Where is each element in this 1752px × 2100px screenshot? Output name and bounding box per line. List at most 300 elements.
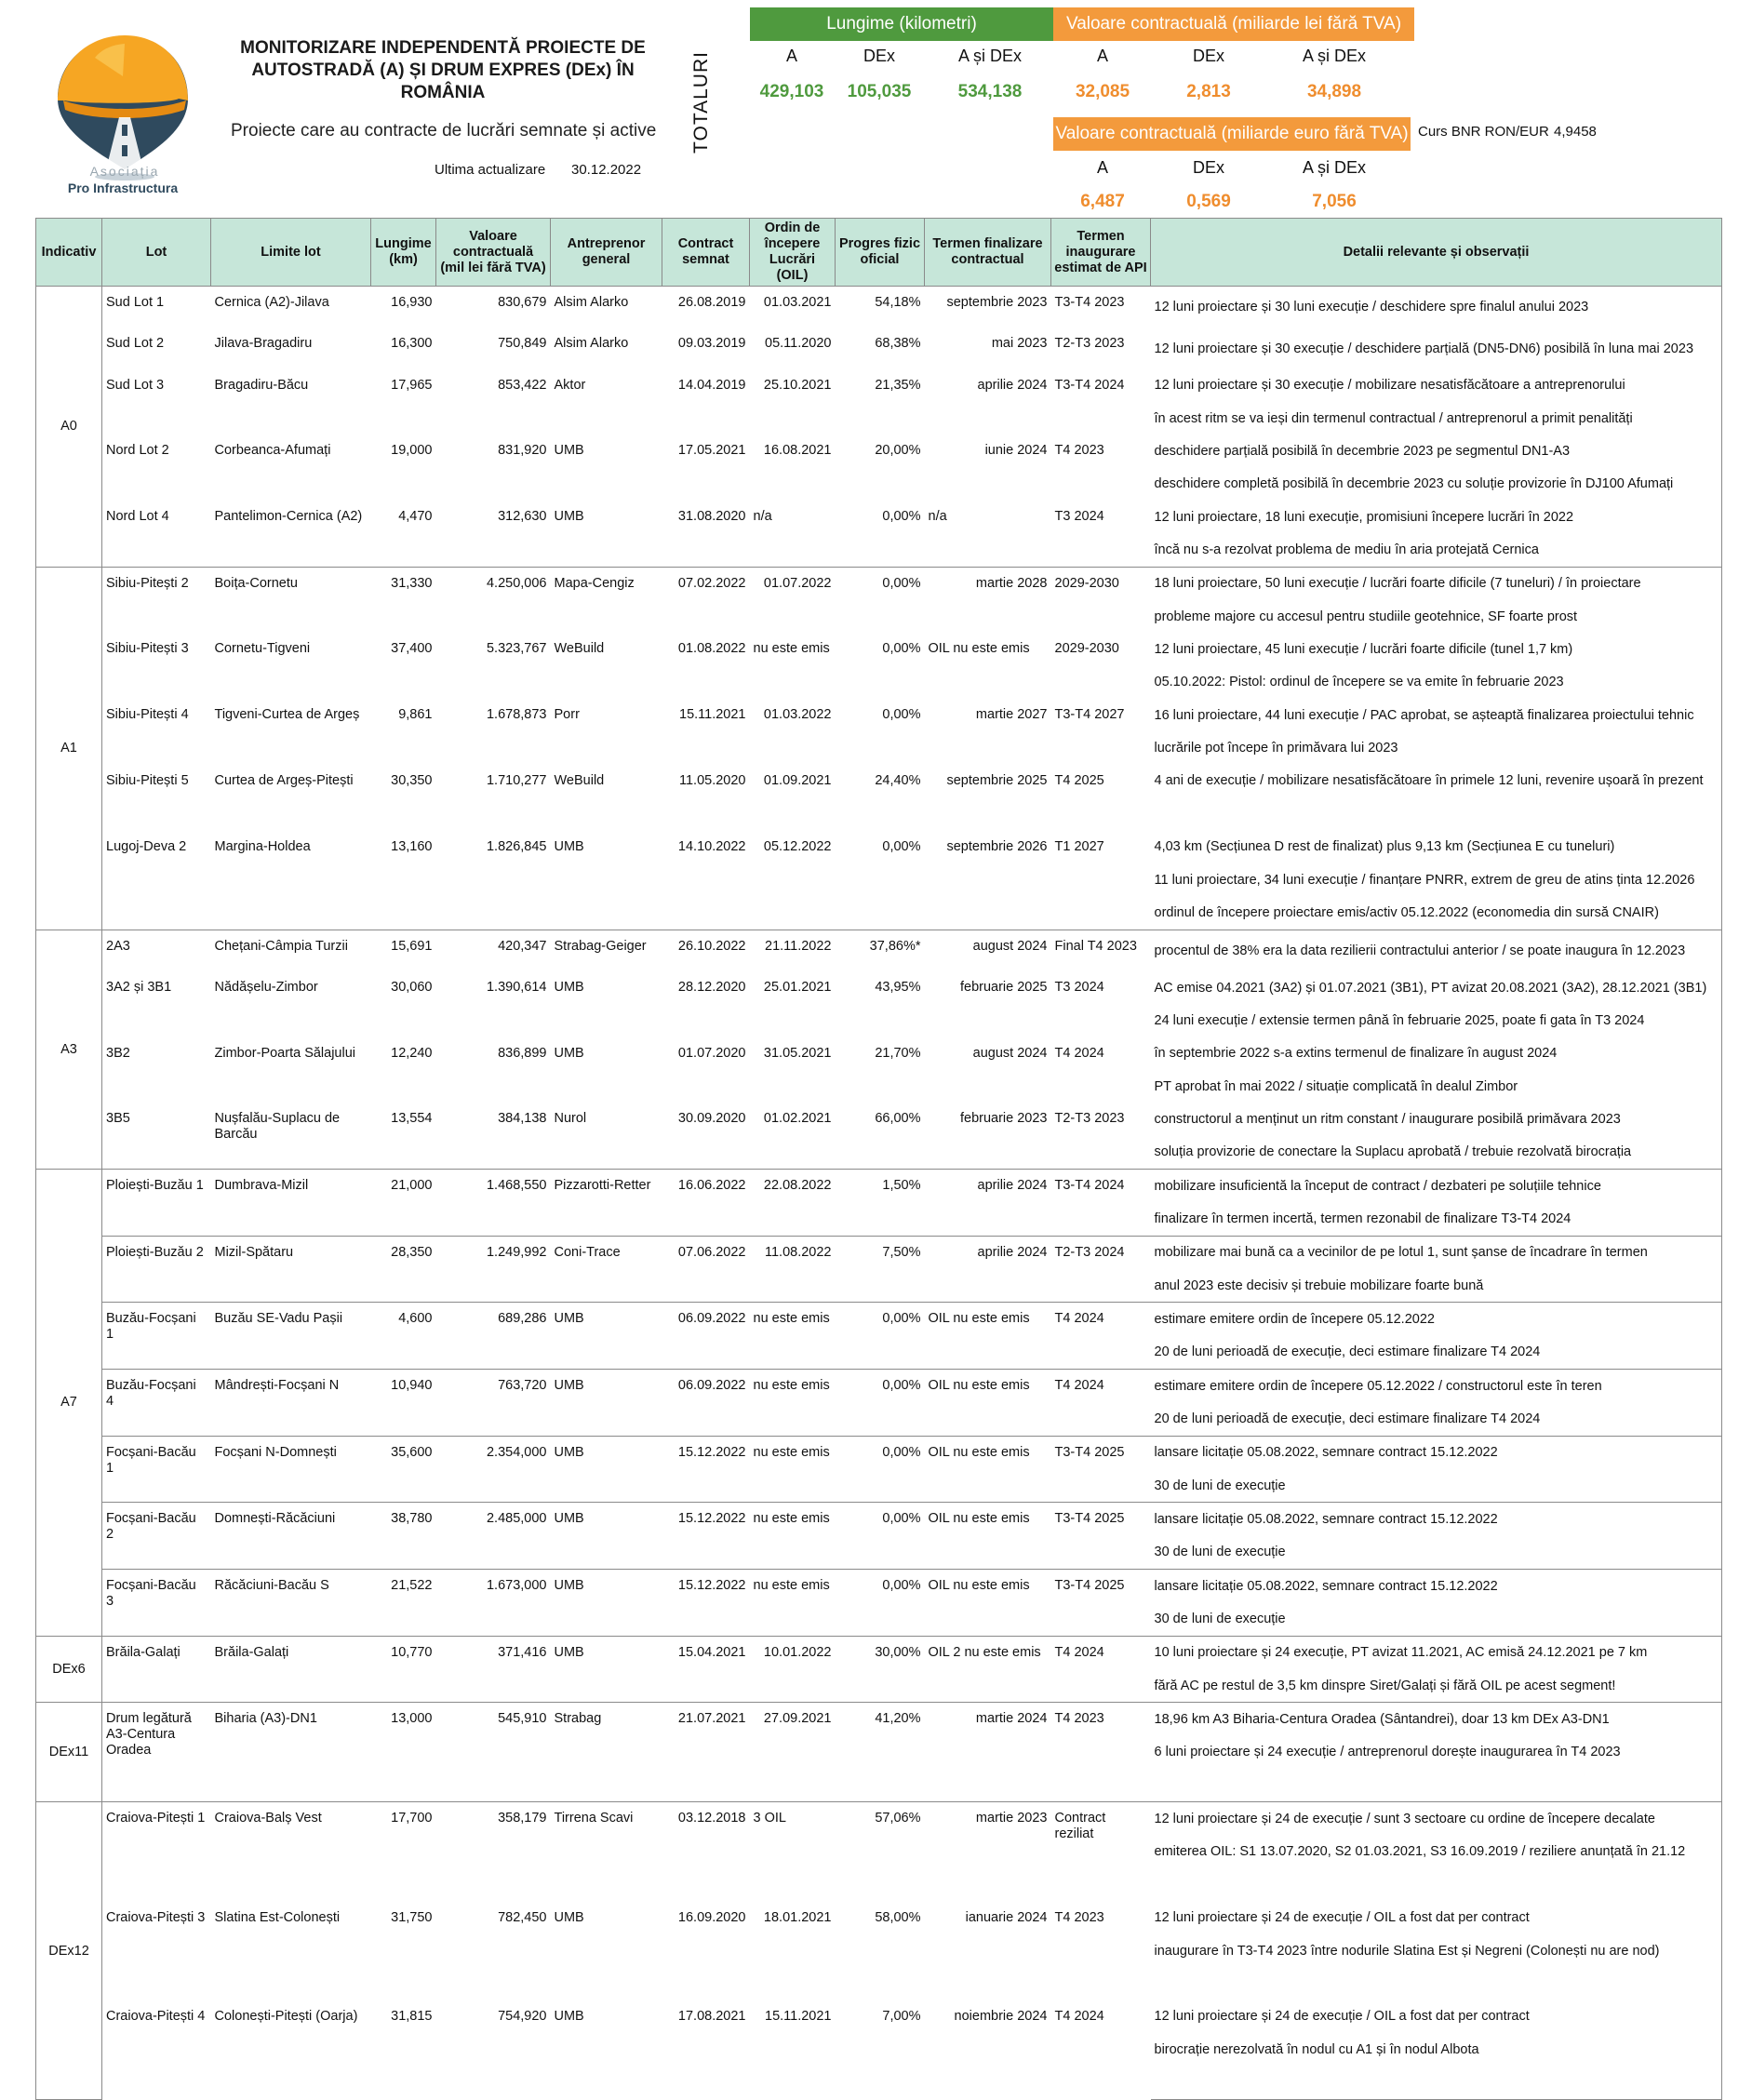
antreprenor-cell: Mapa-Cengiz — [551, 567, 662, 633]
detalii-cell: 12 luni proiectare și 30 luni execuție / deschidere spre finalul anului 2023 — [1151, 287, 1722, 328]
page-title — [220, 37, 666, 104]
detalii-cell: 12 luni proiectare și 24 de execuție / OIL a fost dat per contract — [1151, 1902, 1722, 1934]
inaugurare-cell: T3 2024 — [1054, 979, 1104, 995]
lot-cell: Nord Lot 4 — [106, 509, 169, 525]
length-a-value: 429,103 — [759, 82, 824, 101]
indicativ-cell: A7 — [36, 1169, 102, 1636]
antreprenor-cell: UMB — [554, 838, 584, 854]
col-contract: Contract semnat — [662, 219, 750, 287]
table-row — [36, 1703, 1722, 1736]
progres-cell: 0,00% — [882, 838, 921, 854]
col-inaugurare: Termen inaugurare estimat de API — [1051, 219, 1151, 287]
table-body — [36, 287, 1722, 2100]
valoare-cell: 312,630 — [498, 509, 547, 525]
lungime-cell: 13,160 — [391, 838, 433, 854]
ordin-cell: 31.05.2021 — [763, 1045, 832, 1061]
valoare-cell: 1.673,000 — [436, 1570, 551, 1637]
title-line-1: MONITORIZARE INDEPENDENTĂ PROIECTE DE — [240, 38, 646, 58]
antreprenor-cell: UMB — [551, 1636, 662, 1703]
progres-cell: 30,00% — [836, 1636, 925, 1703]
detalii-cell: 05.10.2022: Pistol: ordinul de începere se va emite în februarie 2023 — [1151, 666, 1722, 699]
lungime-cell: 21,000 — [371, 1169, 436, 1236]
inaugurare-cell: T4 2024 — [1051, 1303, 1151, 1370]
termen-cell: august 2024 — [925, 930, 1051, 971]
progres-cell: 21,70% — [875, 1045, 921, 1061]
detalii-cell: birocrație nerezolvată în nodul cu A1 și în nodul Albota — [1151, 2033, 1722, 2066]
detalii-cell: 12 luni proiectare și 24 de execuție / sunt 3 sectoare cu ordine de începere decalate — [1151, 1802, 1722, 1836]
detalii-cell: anul 2023 este decisiv și trebuie mobilizare foarte bună — [1151, 1269, 1722, 1303]
progres-cell: 0,00% — [836, 567, 925, 633]
ordin-cell: 3 OIL — [750, 1802, 836, 1902]
detalii-cell: lucrările pot începe în primăvara lui 2023 — [1151, 731, 1722, 764]
termen-cell: martie 2024 — [925, 1703, 1051, 1802]
detalii-cell — [1151, 797, 1722, 830]
detalii-cell: 12 luni proiectare și 30 execuție / mobilizare nesatisfăcătoare a antreprenorului — [1151, 369, 1722, 402]
col-valoare: Valoare contractuală (mil lei fără TVA) — [436, 219, 551, 287]
contract-cell: 03.12.2018 — [662, 1802, 750, 1902]
lungime-cell: 17,700 — [371, 1802, 436, 1902]
contract-cell: 15.12.2022 — [662, 1503, 750, 1570]
ordin-cell: 15.11.2021 — [765, 2008, 832, 2024]
detalii-cell — [1151, 1868, 1722, 1901]
progres-cell: 66,00% — [875, 1111, 921, 1127]
detalii-cell: 18,96 km A3 Biharia-Centura Oradea (Sântandrei), doar 13 km DEx A3-DN1 — [1151, 1703, 1722, 1736]
progres-cell: 0,00% — [882, 707, 921, 723]
limite-cell: Focșani N-Domnești — [211, 1436, 371, 1503]
antreprenor-cell: Strabag — [551, 1703, 662, 1802]
valoare-cell: 2.354,000 — [436, 1436, 551, 1503]
lungime-cell: 30,350 — [391, 772, 433, 788]
inaugurare-cell: T4 2023 — [1051, 1703, 1151, 1802]
detalii-cell: 12 luni proiectare, 45 luni execuție / lucrări foarte dificile (tunel 1,7 km) — [1151, 633, 1722, 665]
contract-cell: 21.07.2021 — [662, 1703, 750, 1802]
table-row — [36, 369, 1722, 402]
limite-cell: Slatina Est-Colonești — [214, 1909, 341, 1925]
detalii-cell: probleme majore cu accesul pentru studiile geotehnice, SF foarte prost — [1151, 600, 1722, 633]
length-dex-label: DEx — [863, 47, 895, 65]
termen-cell: OIL nu este emis — [925, 1370, 1051, 1437]
limite-cell: Dumbrava-Mizil — [211, 1169, 371, 1236]
detalii-cell: estimare emitere ordin de începere 05.12.2022 — [1151, 1303, 1722, 1336]
valoare-cell: 763,720 — [436, 1370, 551, 1437]
association-logo — [39, 20, 207, 197]
limite-cell: Cernica (A2)-Jilava — [211, 287, 371, 328]
exchange-rate-label: Curs BNR RON/EUR — [1418, 124, 1549, 140]
termen-cell: iunie 2024 — [984, 443, 1048, 459]
contract-cell: 07.02.2022 — [662, 567, 750, 633]
progres-cell: 7,00% — [882, 2008, 921, 2024]
limite-cell: Zimbor-Poarta Sălajului — [214, 1045, 356, 1061]
ordin-cell: 05.12.2022 — [763, 838, 832, 854]
valoare-cell: 754,920 — [498, 2008, 547, 2024]
valoare-cell: 1.249,992 — [436, 1236, 551, 1303]
detalii-cell: lansare licitație 05.08.2022, semnare contract 15.12.2022 — [1151, 1503, 1722, 1536]
lungime-cell: 12,240 — [391, 1045, 433, 1061]
valoare-cell: 358,179 — [436, 1802, 551, 1902]
lot-cell: Craiova-Pitești 4 — [106, 2008, 206, 2024]
inaugurare-cell: T1 2027 — [1054, 838, 1104, 854]
lot-cell: Focșani-Bacău 1 — [102, 1436, 211, 1503]
length-sum-label: A și DEx — [957, 47, 1023, 65]
inaugurare-cell: T3-T4 2024 — [1051, 1169, 1151, 1236]
lungime-cell: 31,750 — [391, 1909, 433, 1925]
detalii-cell: mobilizare mai bună ca a vecinilor de pe lotul 1, sunt șanse de încadrare în termen — [1151, 1236, 1722, 1269]
eur-dex-value: 0,569 — [1186, 192, 1231, 211]
ordin-cell: 27.09.2021 — [750, 1703, 836, 1802]
antreprenor-cell: Pizzarotti-Retter — [551, 1169, 662, 1236]
limite-cell: Curtea de Argeș-Pitești — [214, 772, 354, 788]
valoare-cell: 750,849 — [498, 336, 547, 352]
table-row — [36, 831, 1722, 863]
antreprenor-cell: Coni-Trace — [551, 1236, 662, 1303]
lungime-cell: 28,350 — [371, 1236, 436, 1303]
limite-cell: Bragadiru-Băcu — [214, 377, 309, 393]
inaugurare-cell: T3-T4 2025 — [1051, 1503, 1151, 1570]
table-row — [36, 328, 1722, 368]
inaugurare-cell: T4 2023 — [1054, 1909, 1104, 1925]
detalii-cell: 24 luni execuție / extensie termen până în februarie 2025, poate fi gata în T3 2024 — [1151, 1004, 1722, 1037]
ordin-cell: 22.08.2022 — [750, 1169, 836, 1236]
indicativ-cell: DEx11 — [36, 1703, 102, 1802]
detalii-cell: PT aprobat în mai 2022 / situație complicată în dealul Zimbor — [1151, 1070, 1722, 1103]
detalii-cell: lansare licitație 05.08.2022, semnare contract 15.12.2022 — [1151, 1436, 1722, 1469]
termen-cell: februarie 2023 — [959, 1111, 1048, 1127]
col-termen: Termen finalizare contractual — [925, 219, 1051, 287]
contract-cell: 26.10.2022 — [662, 930, 750, 971]
table-row — [36, 1636, 1722, 1669]
ordin-cell: 18.01.2021 — [763, 1909, 832, 1925]
lungime-cell: 4,600 — [371, 1303, 436, 1370]
inaugurare-cell: T3-T4 2027 — [1054, 707, 1125, 723]
inaugurare-cell: T4 2024 — [1054, 2008, 1104, 2024]
lungime-cell: 31,330 — [371, 567, 436, 633]
lot-cell: Focșani-Bacău 2 — [102, 1503, 211, 1570]
ordin-cell: 25.01.2021 — [763, 979, 832, 995]
detalii-cell: 20 de luni perioadă de execuție, deci estimare finalizare T4 2024 — [1151, 1402, 1722, 1436]
termen-cell: OIL nu este emis — [928, 641, 1030, 657]
update-date: 30.12.2022 — [571, 162, 642, 178]
antreprenor-cell: Porr — [554, 707, 580, 723]
termen-cell: aprilie 2024 — [977, 377, 1048, 393]
update-label: Ultima actualizare — [435, 162, 546, 178]
contract-cell: 09.03.2019 — [677, 336, 746, 352]
eur-a-value: 6,487 — [1080, 192, 1125, 211]
inaugurare-cell: T3-T4 2025 — [1051, 1436, 1151, 1503]
termen-cell: aprilie 2024 — [925, 1236, 1051, 1303]
detalii-cell: 12 luni proiectare, 18 luni execuție, promisiuni începere lucrări în 2022 — [1151, 501, 1722, 533]
termen-cell: februarie 2025 — [959, 979, 1048, 995]
inaugurare-cell: T2-T3 2023 — [1054, 1111, 1125, 1127]
inaugurare-cell: T4 2024 — [1051, 1636, 1151, 1703]
valoare-cell: 384,138 — [498, 1111, 547, 1127]
antreprenor-cell: Strabag-Geiger — [551, 930, 662, 971]
inaugurare-cell: T3-T4 2024 — [1054, 377, 1125, 393]
progres-cell: 20,00% — [875, 443, 921, 459]
ordin-cell: 01.07.2022 — [750, 567, 836, 633]
inaugurare-cell: T3-T4 2025 — [1051, 1570, 1151, 1637]
lot-cell: Nord Lot 2 — [106, 443, 169, 459]
limite-cell: Nădășelu-Zimbor — [214, 979, 318, 995]
ordin-cell: n/a — [753, 509, 772, 525]
lei-dex-value: 2,813 — [1186, 82, 1231, 101]
indicativ-cell: A3 — [36, 930, 102, 1169]
lei-sum-value: 34,898 — [1306, 82, 1362, 101]
detalii-cell: 30 de luni de execuție — [1151, 1602, 1722, 1636]
lot-cell: 3B2 — [106, 1045, 130, 1061]
limite-cell: Biharia (A3)-DN1 — [211, 1703, 371, 1802]
antreprenor-cell: UMB — [554, 979, 584, 995]
valoare-cell: 853,422 — [498, 377, 547, 393]
lot-cell: Sud Lot 3 — [106, 377, 165, 393]
table-row — [36, 1236, 1722, 1269]
lei-sum-label: A și DEx — [1302, 47, 1367, 65]
antreprenor-cell: UMB — [554, 1909, 584, 1925]
detalii-cell: lansare licitație 05.08.2022, semnare contract 15.12.2022 — [1151, 1570, 1722, 1603]
contract-cell: 14.10.2022 — [677, 838, 746, 854]
inaugurare-cell: 2029-2030 — [1051, 567, 1151, 633]
limite-cell: Chețani-Câmpia Turzii — [211, 930, 371, 971]
detalii-cell — [1151, 1769, 1722, 1802]
contract-cell: 06.09.2022 — [662, 1303, 750, 1370]
limite-cell: Boița-Cornetu — [211, 567, 371, 633]
termen-cell: aprilie 2024 — [925, 1169, 1051, 1236]
value-eur-header: Valoare contractuală (miliarde euro fără TVA) — [1053, 117, 1411, 151]
lungime-cell: 30,060 — [391, 979, 433, 995]
detalii-cell: în acest ritm se va ieși din termenul contractual / antreprenorul a primit penalități — [1151, 402, 1722, 435]
inaugurare-cell: T4 2025 — [1054, 772, 1104, 788]
lot-cell: Sibiu-Pitești 5 — [106, 772, 189, 788]
contract-cell: 11.05.2020 — [679, 772, 746, 788]
contract-cell: 15.12.2022 — [662, 1570, 750, 1637]
ordin-cell: 01.03.2021 — [750, 287, 836, 328]
detalii-cell: 30 de luni de execuție — [1151, 1536, 1722, 1570]
lot-cell: 3A2 și 3B1 — [106, 979, 172, 995]
contract-cell: 26.08.2019 — [662, 287, 750, 328]
lot-cell: Brăila-Galați — [102, 1636, 211, 1703]
antreprenor-cell: Alsim Alarko — [551, 287, 662, 328]
limite-cell: Mândrești-Focșani N — [211, 1370, 371, 1437]
col-ordin: Ordin de începere Lucrări (OIL) — [750, 219, 836, 287]
detalii-cell: în septembrie 2022 s-a extins termenul de finalizare în august 2024 — [1151, 1037, 1722, 1070]
detalii-cell: constructorul a menținut un ritm constant / inaugurare posibilă primăvara 2023 — [1151, 1103, 1722, 1135]
lungime-cell: 19,000 — [391, 443, 433, 459]
indicativ-cell: DEx6 — [36, 1636, 102, 1703]
detalii-cell: 4,03 km (Secțiunea D rest de finalizat) plus 9,13 km (Secțiunea E cu tuneluri) — [1151, 831, 1722, 863]
lungime-cell: 16,300 — [391, 336, 433, 352]
antreprenor-cell: UMB — [554, 443, 584, 459]
inaugurare-cell: T3-T4 2023 — [1051, 287, 1151, 328]
inaugurare-cell: Final T4 2023 — [1051, 930, 1151, 971]
antreprenor-cell: UMB — [554, 1045, 584, 1061]
limite-cell: Nușfalău-Suplacu de Barcău — [214, 1111, 341, 1143]
col-lungime: Lungime (km) — [371, 219, 436, 287]
ordin-cell: 21.11.2022 — [750, 930, 836, 971]
antreprenor-cell: UMB — [551, 1303, 662, 1370]
lot-cell: Sud Lot 2 — [106, 336, 165, 352]
detalii-cell: 4 ani de execuție / mobilizare nesatisfăcătoare în primele 12 luni, revenire ușoară în prezent — [1151, 765, 1722, 797]
totals-label-text: TOTALURI — [690, 51, 712, 154]
contract-cell: 14.04.2019 — [677, 377, 746, 393]
lot-cell: Sud Lot 1 — [102, 287, 211, 328]
detalii-cell: 18 luni proiectare, 50 luni execuție / lucrări foarte dificile (7 tuneluri) / în proiectare — [1151, 567, 1722, 600]
inaugurare-cell: T2-T3 2024 — [1051, 1236, 1151, 1303]
ordin-cell: 01.02.2021 — [763, 1111, 832, 1127]
col-detalii: Detalii relevante și observații — [1151, 219, 1722, 287]
lot-cell: 3B5 — [106, 1111, 130, 1127]
col-indicativ: Indicativ — [36, 219, 102, 287]
indicativ-cell: DEx12 — [36, 1802, 102, 2099]
table-row — [36, 1103, 1722, 1135]
valoare-cell: 5.323,767 — [486, 641, 547, 657]
termen-cell: n/a — [928, 509, 947, 525]
valoare-cell: 1.826,845 — [486, 838, 547, 854]
progres-cell: 7,50% — [836, 1236, 925, 1303]
ordin-cell: 25.10.2021 — [763, 377, 832, 393]
progres-cell: 0,00% — [836, 1436, 925, 1503]
ordin-cell: 05.11.2020 — [765, 336, 832, 352]
table-row — [36, 1902, 1722, 1934]
limite-cell: Brăila-Galați — [211, 1636, 371, 1703]
ordin-cell: 01.09.2021 — [763, 772, 832, 788]
detalii-cell: 16 luni proiectare, 44 luni execuție / PAC aprobat, se așteaptă finalizarea proiectului tehnic — [1151, 699, 1722, 731]
valoare-cell: 545,910 — [436, 1703, 551, 1802]
detalii-cell: deschidere parțială posibilă în decembrie 2023 pe segmentul DN1-A3 — [1151, 435, 1722, 467]
lei-a-label: A — [1096, 47, 1108, 65]
eur-dex-label: DEx — [1192, 158, 1224, 177]
table-row — [36, 435, 1722, 467]
lungime-cell: 10,770 — [371, 1636, 436, 1703]
valoare-cell: 420,347 — [436, 930, 551, 971]
ordin-cell: 11.08.2022 — [750, 1236, 836, 1303]
antreprenor-cell: Aktor — [554, 377, 586, 393]
lungime-cell: 10,940 — [371, 1370, 436, 1437]
inaugurare-cell: T2-T3 2023 — [1054, 336, 1125, 352]
detalii-cell: soluția provizorie de conectare la Suplacu aprobată / trebuie rezolvată birocrația — [1151, 1136, 1722, 1170]
lungime-cell: 21,522 — [371, 1570, 436, 1637]
progres-cell: 21,35% — [875, 377, 921, 393]
lungime-cell: 4,470 — [398, 509, 433, 525]
table-row — [36, 765, 1722, 797]
table-row — [36, 501, 1722, 533]
termen-cell: martie 2023 — [925, 1802, 1051, 1902]
progres-cell: 0,00% — [882, 509, 921, 525]
progres-cell: 1,50% — [836, 1169, 925, 1236]
termen-cell: septembrie 2025 — [946, 772, 1048, 788]
lot-cell: Craiova-Pitești 3 — [106, 1909, 206, 1925]
logo-text-asociatia: Asociația — [89, 164, 160, 179]
lot-cell: Ploiești-Buzău 2 — [102, 1236, 211, 1303]
progres-cell: 0,00% — [836, 1570, 925, 1637]
table-row — [36, 1436, 1722, 1469]
table-header-row — [36, 219, 1722, 287]
contract-cell: 06.09.2022 — [662, 1370, 750, 1437]
inaugurare-cell: T3 2024 — [1054, 509, 1104, 525]
table-row — [36, 699, 1722, 731]
length-sum-value: 534,138 — [957, 82, 1023, 101]
table-row — [36, 930, 1722, 971]
antreprenor-cell: WeBuild — [554, 641, 605, 657]
contract-cell: 16.09.2020 — [677, 1909, 746, 1925]
eur-sum-label: A și DEx — [1302, 158, 1367, 177]
valoare-cell: 2.485,000 — [436, 1503, 551, 1570]
ordin-cell: nu este emis — [753, 641, 830, 657]
detalii-cell: 6 luni proiectare și 24 execuție / antreprenorul dorește inaugurarea în T4 2023 — [1151, 1736, 1722, 1769]
lot-cell: Lugoj-Deva 2 — [106, 838, 187, 854]
progres-cell: 41,20% — [836, 1703, 925, 1802]
value-lei-header: Valoare contractuală (miliarde lei fără TVA) — [1053, 7, 1414, 41]
inaugurare-cell: T4 2023 — [1054, 443, 1104, 459]
lei-a-value: 32,085 — [1075, 82, 1130, 101]
ordin-cell: 10.01.2022 — [750, 1636, 836, 1703]
contract-cell: 16.06.2022 — [662, 1169, 750, 1236]
table-row — [36, 1802, 1722, 1836]
limite-cell: Cornetu-Tigveni — [214, 641, 311, 657]
lungime-cell: 17,965 — [391, 377, 433, 393]
table-row — [36, 1570, 1722, 1603]
table-row — [36, 1503, 1722, 1536]
limite-cell: Răcăciuni-Bacău S — [211, 1570, 371, 1637]
lot-cell: Sibiu-Pitești 3 — [106, 641, 189, 657]
detalii-cell: 12 luni proiectare și 30 execuție / deschidere parțială (DN5-DN6) posibilă în luna mai 2023 — [1151, 328, 1722, 368]
ordin-cell: nu este emis — [750, 1570, 836, 1637]
ordin-cell: 16.08.2021 — [763, 443, 832, 459]
termen-cell: ianuarie 2024 — [965, 1909, 1048, 1925]
progres-cell: 54,18% — [836, 287, 925, 328]
inaugurare-cell: T4 2024 — [1054, 1045, 1104, 1061]
antreprenor-cell: UMB — [551, 1570, 662, 1637]
ordin-cell: nu este emis — [750, 1503, 836, 1570]
valoare-cell: 782,450 — [498, 1909, 547, 1925]
antreprenor-cell: Alsim Alarko — [554, 336, 629, 352]
table-row — [36, 1037, 1722, 1070]
termen-cell: septembrie 2026 — [946, 838, 1048, 854]
valoare-cell: 1.390,614 — [486, 979, 547, 995]
lot-cell: Buzău-Focșani 4 — [102, 1370, 211, 1437]
table-row — [36, 1169, 1722, 1202]
contract-cell: 31.08.2020 — [677, 509, 746, 525]
table-row — [36, 1303, 1722, 1336]
contract-cell: 01.07.2020 — [677, 1045, 746, 1061]
indicativ-cell: A0 — [36, 287, 102, 568]
detalii-cell: 11 luni proiectare, 34 luni execuție / finanțare PNRR, extrem de greu de atins ținta 12.2026 — [1151, 863, 1722, 896]
progres-cell: 58,00% — [875, 1909, 921, 1925]
valoare-cell: 1.710,277 — [486, 772, 547, 788]
termen-cell: OIL 2 nu este emis — [925, 1636, 1051, 1703]
page-subtitle: Proiecte care au contracte de lucrări semnate și active — [231, 121, 657, 140]
lot-cell: Drum legătură A3-Centura Oradea — [102, 1703, 211, 1802]
termen-cell: martie 2028 — [925, 567, 1051, 633]
table-row — [36, 971, 1722, 1004]
inaugurare-cell: Contract reziliat — [1051, 1802, 1151, 1902]
termen-cell: noiembrie 2024 — [954, 2008, 1048, 2024]
limite-cell: Mizil-Spătaru — [211, 1236, 371, 1303]
valoare-cell: 1.678,873 — [486, 707, 547, 723]
valoare-cell: 831,920 — [498, 443, 547, 459]
lungime-cell: 16,930 — [371, 287, 436, 328]
detalii-cell: estimare emitere ordin de începere 05.12.2022 / constructorul este în teren — [1151, 1370, 1722, 1403]
ordin-cell: nu este emis — [750, 1370, 836, 1437]
contract-cell: 30.09.2020 — [677, 1111, 746, 1127]
detalii-cell: deschidere completă posibilă în decembrie 2023 cu soluție provizorie în DJ100 Afumați — [1151, 468, 1722, 501]
detalii-cell: finalizare în termen incertă, termen rezonabil de finalizare T3-T4 2024 — [1151, 1202, 1722, 1236]
ordin-cell: 01.03.2022 — [763, 707, 832, 723]
contract-cell: 15.12.2022 — [662, 1436, 750, 1503]
progres-cell: 24,40% — [875, 772, 921, 788]
antreprenor-cell: UMB — [554, 2008, 584, 2024]
detalii-cell: încă nu s-a rezolvat problema de mediu în aria protejată Cernica — [1151, 533, 1722, 567]
termen-cell: OIL nu este emis — [925, 1570, 1051, 1637]
termen-cell: OIL nu este emis — [925, 1303, 1051, 1370]
